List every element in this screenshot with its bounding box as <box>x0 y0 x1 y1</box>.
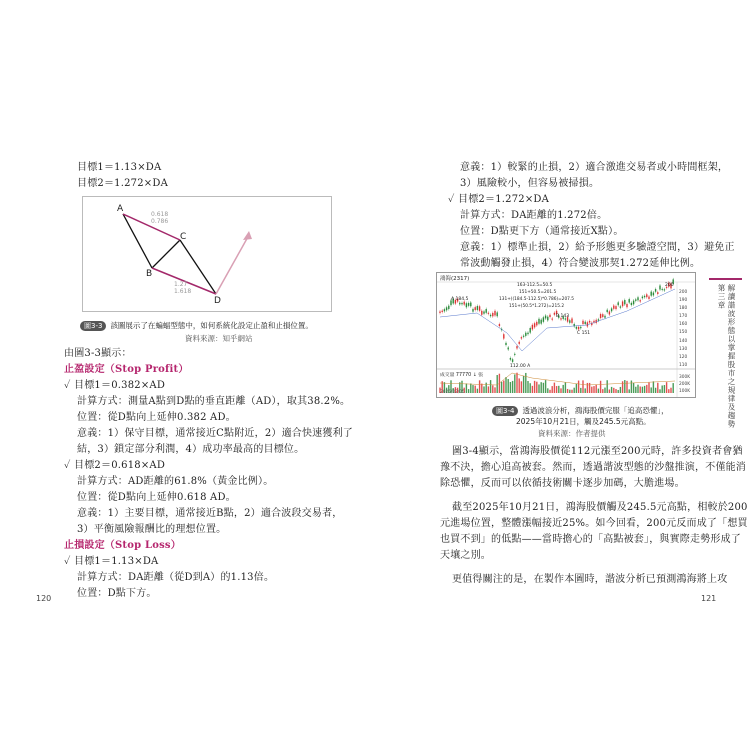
volume-bar <box>648 383 649 393</box>
sp-target-1-meaning-2: 結，3）鎖定部分利潤，4）成功率最高的目標位。 <box>77 444 305 455</box>
volume-bar <box>479 380 480 393</box>
volume-axis <box>679 374 695 395</box>
volume-bar <box>545 380 546 393</box>
candle-body <box>640 300 641 301</box>
volume-bar <box>582 380 583 393</box>
candle-body <box>527 333 528 334</box>
candle-body <box>510 358 511 360</box>
volume-bar <box>488 386 489 393</box>
volume-bar <box>653 381 654 393</box>
candle-body <box>622 301 623 306</box>
sp-target-1-calc: 計算方式：測量A點到D點的垂直距離（AD），取其38.2%。 <box>77 396 351 407</box>
volume-bar <box>602 389 603 393</box>
candle-body <box>582 321 583 324</box>
candle-body <box>536 322 537 326</box>
page-number-right: 121 <box>701 594 717 603</box>
volume-bar <box>637 385 638 393</box>
volume-bar <box>571 390 572 393</box>
volume-bar <box>624 380 625 393</box>
target-1-line: 目標1＝1.13×DA <box>77 162 162 173</box>
candle-body <box>497 312 498 316</box>
sl-target-1: ✓ 目標1＝1.13×DA <box>64 556 159 567</box>
candle-body <box>593 321 594 322</box>
volume-bar <box>657 383 658 393</box>
volume-bar <box>585 388 586 393</box>
candle-body <box>637 297 638 300</box>
sl-target-2: ✓ 目標2＝1.272×DA <box>448 194 550 205</box>
figure-3-4-source: 資料來源：作者提供 <box>538 429 606 438</box>
volume-bar <box>512 381 513 393</box>
volume-bar <box>635 387 636 393</box>
volume-bar <box>510 382 511 393</box>
candle-body <box>516 346 517 348</box>
price-label-c: C 151 <box>577 331 591 336</box>
bat-pattern-figure <box>82 196 332 312</box>
figure-3-3-source: 資料來源：知乎網站 <box>185 334 253 343</box>
volume-bar <box>666 382 667 393</box>
sp-target-2-pos: 位置：從D點向上延伸0.618 AD。 <box>77 492 236 503</box>
volume-bar <box>530 383 531 393</box>
volume-bar <box>536 382 537 393</box>
candle-body <box>483 311 484 313</box>
volume-bar <box>626 381 627 393</box>
candle-body <box>439 311 440 312</box>
fib-text-3: 131+((184.5-112.5)*0.786)=207.5 <box>499 297 575 302</box>
volume-bar <box>492 385 493 393</box>
sp-target-1-pos: 位置：從D點向上延伸0.382 AD。 <box>77 412 236 423</box>
volume-bar <box>501 382 502 393</box>
candle-body <box>620 306 621 307</box>
stock-chart-figure <box>436 272 696 398</box>
point-b-label: B <box>146 269 153 279</box>
vol-tick: 100K <box>679 389 691 394</box>
volume-bar <box>481 384 482 393</box>
ratio-bottom-label: 1.27 1.618 <box>174 281 192 295</box>
volume-bar <box>673 383 674 393</box>
peak-label: 200 <box>665 283 674 288</box>
intro-line: 由圖3-3顯示： <box>64 348 132 359</box>
volume-bar <box>556 386 557 393</box>
candle-body <box>505 343 506 345</box>
candle-body <box>644 296 645 297</box>
volume-bar <box>494 387 495 393</box>
chapter-side-tab: 第三章 <box>717 284 726 310</box>
volume-bar <box>655 388 656 393</box>
target-2-line: 目標2＝1.272×DA <box>77 178 169 189</box>
candle-body <box>477 306 478 310</box>
candle-body <box>611 308 612 311</box>
volume-bar <box>622 381 623 393</box>
sl-target-1-meaning-2: 3）風險較小，但容易被掃損。 <box>460 178 600 189</box>
candle-body <box>600 314 601 318</box>
fib-text-4: 151+(50.5*1.272)=215.2 <box>509 304 565 309</box>
candle-body <box>472 309 473 312</box>
fib-text-1: 163-112.5=50.5 <box>517 283 553 288</box>
point-a-label: A <box>117 204 124 214</box>
y-tick: 200 <box>679 290 688 295</box>
volume-bar <box>514 374 515 393</box>
volume-bar <box>587 383 588 393</box>
sp-target-2: ✓ 目標2＝0.618×AD <box>64 460 166 471</box>
volume-bar <box>589 383 590 393</box>
candle-body <box>629 299 630 302</box>
volume-bar <box>505 377 506 393</box>
volume-bar <box>519 378 520 393</box>
volume-bar <box>508 379 509 393</box>
candle-body <box>475 307 476 310</box>
candle-body <box>571 318 572 322</box>
volume-bar <box>472 385 473 393</box>
candle-body <box>503 334 504 338</box>
volume-bar <box>527 381 528 393</box>
volume-bar <box>554 383 555 393</box>
y-tick: 110 <box>679 362 688 368</box>
volume-label: 成交量 77770 ↓ 張 <box>440 373 484 378</box>
leg-xa <box>123 214 152 268</box>
candle-body <box>514 354 515 355</box>
volume-bar <box>541 382 542 393</box>
candle-body <box>604 316 605 318</box>
volume-bar <box>596 385 597 393</box>
candle-body <box>442 311 443 312</box>
candle-body <box>618 302 619 305</box>
volume-bar <box>578 381 579 393</box>
para1-line-3: 除恐懼，反而可以依循技術關卡逐步加碼，大膽進場。 <box>440 478 685 489</box>
volume-bar <box>611 387 612 393</box>
y-tick: 130 <box>679 346 688 352</box>
candle-body <box>578 327 579 330</box>
figure-3-3-caption <box>80 320 313 331</box>
candle-body <box>624 300 625 304</box>
volume-bar <box>552 386 553 393</box>
bat-pattern-diagram <box>83 197 331 311</box>
candle-body <box>651 292 652 296</box>
volume-bar <box>591 387 592 393</box>
point-c-label: C <box>180 232 187 242</box>
candle-body <box>607 310 608 312</box>
candle-body <box>602 314 603 317</box>
volume-bar <box>486 383 487 393</box>
volume-bar <box>593 386 594 393</box>
projection-arrow <box>216 235 249 294</box>
candle-body <box>633 301 634 305</box>
sl-target-1-pos: 位置：D點下方。 <box>77 588 157 599</box>
volume-bar <box>576 384 577 393</box>
volume-bar <box>543 383 544 393</box>
volume-bar <box>664 385 665 393</box>
volume-bar <box>631 381 632 393</box>
para2-line-4: 天壤之別。 <box>440 550 491 561</box>
candle-body <box>525 333 526 336</box>
price-label-b: B 143 <box>556 314 570 319</box>
candle-body <box>626 304 627 307</box>
volume-bar <box>534 381 535 393</box>
candle-body <box>444 309 445 311</box>
candle-body <box>569 320 570 323</box>
candle-body <box>543 317 544 322</box>
candle-body <box>585 322 586 324</box>
ticker-label: 鴻海(2317) <box>440 276 470 282</box>
candle-body <box>631 303 632 305</box>
volume-bar <box>615 389 616 393</box>
candle-body <box>657 292 658 294</box>
para3-line-1: 更值得關注的是，在製作本圖時，諧波分析已預測鴻海將上攻 <box>452 574 728 585</box>
candle-body <box>481 311 482 315</box>
candle-body <box>492 313 493 316</box>
volume-bar <box>538 384 539 393</box>
sp-target-1-meaning-1: 意義：1）保守目標，通常接近C點附近，2）適合快速獲利了 <box>77 428 353 439</box>
volume-bar <box>521 381 522 393</box>
candle-body <box>659 285 660 289</box>
vol-tick: 300K <box>679 375 691 380</box>
volume-bar <box>668 389 669 393</box>
ratio-top-label: 0.618 0.786 <box>151 211 169 225</box>
candle-body <box>470 303 471 307</box>
candle-body <box>466 303 467 307</box>
y-tick: 120 <box>679 354 688 360</box>
vol-tick: 200K <box>679 382 691 387</box>
leg-ab <box>152 240 180 268</box>
volume-bar <box>651 387 652 393</box>
volume-bar <box>574 388 575 393</box>
candle-body <box>519 342 520 344</box>
para1-line-1: 圖3-4顯示，當鴻海股價從112元漲至200元時，許多投資者會猶 <box>452 446 743 457</box>
candle-body <box>448 306 449 309</box>
arrow-head <box>243 231 252 240</box>
volume-bar <box>523 376 524 393</box>
candle-body <box>609 311 610 314</box>
sp-target-2-meaning-2: 3）平衡風險報酬比的理想位置。 <box>77 524 227 535</box>
volume-bar <box>565 383 566 393</box>
candle-body <box>589 321 590 323</box>
para2-line-1: 截至2025年10月21日，鴻海股價觸及245.5元高點，相較於200 <box>452 502 748 513</box>
candle-body <box>521 337 522 338</box>
candle-body <box>461 303 462 304</box>
candle-body <box>538 319 539 324</box>
stop-loss-heading: 止損設定（Stop Loss） <box>64 540 181 551</box>
volume-bar <box>598 389 599 393</box>
volume-bar <box>503 381 504 393</box>
volume-bar <box>547 388 548 393</box>
volume-bar <box>609 389 610 393</box>
figure-3-3-caption-text: 該圖展示了在蝙蝠型態中，如何系統化設定止盈和止損位置。 <box>110 321 313 330</box>
candlestick-chart <box>437 273 695 397</box>
candle-body <box>587 322 588 326</box>
candle-body <box>464 302 465 305</box>
candle-body <box>642 297 643 299</box>
candle-body <box>552 319 553 320</box>
volume-bar <box>618 390 619 393</box>
candle-body <box>615 306 616 309</box>
candle-body <box>655 289 656 292</box>
y-tick: 140 <box>679 338 688 344</box>
candle-body <box>554 313 555 315</box>
figure-3-4-tag: 圖3-4 <box>492 406 518 416</box>
volume-bar <box>629 389 630 393</box>
candle-body <box>523 336 524 337</box>
chapter-side-marker <box>709 278 742 280</box>
volume-bar <box>558 386 559 393</box>
candle-body <box>549 315 550 317</box>
fib-text-2: 151+50.5=201.5 <box>519 290 557 295</box>
volume-bar <box>580 388 581 393</box>
price-axis <box>679 289 693 370</box>
candle-body <box>580 327 581 328</box>
candle-body <box>534 323 535 327</box>
candle-body <box>646 294 647 297</box>
volume-bar <box>662 385 663 393</box>
page-number-left: 120 <box>36 594 52 603</box>
y-tick: 180 <box>679 306 688 312</box>
candle-body <box>494 311 495 316</box>
volume-bar <box>644 386 645 393</box>
volume-bar <box>516 373 517 393</box>
volume-bar <box>600 381 601 393</box>
figure-3-3-tag: 圖3-3 <box>80 321 106 331</box>
candle-body <box>490 315 491 316</box>
volume-bar <box>659 389 660 393</box>
volume-bar <box>613 388 614 393</box>
y-tick: 150 <box>679 330 688 336</box>
price-label-a: A 184.5 <box>451 297 469 302</box>
candle-body <box>508 347 509 349</box>
candle-body <box>499 324 500 326</box>
volume-bar <box>646 385 647 393</box>
volume-bar <box>477 389 478 393</box>
volume-bar <box>549 390 550 393</box>
stop-profit-heading: 止盈設定（Stop Profit） <box>64 364 189 375</box>
volume-bar <box>569 390 570 393</box>
volume-bar <box>607 380 608 393</box>
candle-body <box>486 309 487 313</box>
para1-line-2: 豫不決，擔心追高被套。然而，透過諧波型態的沙盤推演，不僅能消 <box>440 462 746 473</box>
volume-bar <box>532 386 533 393</box>
candle-body <box>576 327 577 329</box>
para2-line-2: 元進場位置，整體漲幅接近25%。如今回看，200元反而成了「想買 <box>440 518 748 529</box>
y-tick: 190 <box>679 298 688 304</box>
volume-bar <box>525 373 526 393</box>
candle-body <box>459 303 460 305</box>
sl-target-2-meaning-1: 意義：1）標準止損，2）給予形態更多驗證空間，3）避免正 <box>460 242 735 253</box>
volume-bar <box>483 386 484 393</box>
figure-3-4-caption-1 <box>492 405 669 416</box>
candle-body <box>653 293 654 296</box>
candle-body <box>664 289 665 290</box>
figure-3-4-caption-text: 透過波浪分析，鴻海股價完服「追高恐懼」， <box>522 406 669 415</box>
volume-bar <box>470 384 471 393</box>
sl-target-2-calc: 計算方式：DA距離的1.272倍。 <box>460 210 608 221</box>
candle-body <box>530 328 531 333</box>
volume-bar <box>567 389 568 393</box>
volume-bar <box>633 383 634 393</box>
candle-body <box>479 306 480 310</box>
point-d-label: D <box>214 296 221 306</box>
volume-bar <box>640 386 641 393</box>
candle-body <box>662 289 663 290</box>
chapter-side-title: 解讀諧波形態以掌握股市之規律及趨勢 <box>727 284 736 429</box>
candle-body <box>545 316 546 319</box>
volume-bar <box>642 387 643 393</box>
volume-bar <box>620 387 621 393</box>
candle-body <box>613 306 614 309</box>
candle-body <box>532 325 533 330</box>
volume-bar <box>497 375 498 393</box>
candle-body <box>468 303 469 306</box>
para2-line-3: 也買不到」的低點——當時擔心的「高點被套」，與實際走勢形成了 <box>440 534 741 545</box>
candle-body <box>541 320 542 324</box>
candle-body <box>488 313 489 314</box>
y-tick: 170 <box>679 314 688 320</box>
sl-target-2-pos: 位置：D點更下方（通常接近X點）。 <box>460 226 624 237</box>
candle-body <box>648 297 649 299</box>
price-label-low: 112.00 A <box>510 364 531 369</box>
volume-bar <box>475 386 476 393</box>
candle-body <box>635 299 636 300</box>
candle-body <box>446 307 447 310</box>
date-label: 2025/02/05 <box>440 390 465 395</box>
sp-target-2-calc: 計算方式：AD距離的61.8%（黃金比例）。 <box>77 476 274 487</box>
volume-bar <box>490 380 491 393</box>
y-tick: 160 <box>679 322 688 328</box>
sl-target-1-meaning-1: 意義：1）較緊的止損，2）適合激進交易者或小時間框架， <box>460 162 729 173</box>
candle-body <box>598 319 599 320</box>
figure-3-4-caption-2: 2025年10月21日，觸及245.5元高點。 <box>516 417 651 426</box>
sl-target-2-meaning-2: 常波動觸發止損，4）符合變波那契1.272延伸比例。 <box>460 258 701 269</box>
volume-bar <box>466 383 467 393</box>
sp-target-2-meaning-1: 意義：1）主要目標，通常接近B點，2）適合波段交易者， <box>77 508 343 519</box>
volume-bar <box>468 389 469 393</box>
volume-bar <box>560 388 561 393</box>
sp-target-1: ✓ 目標1＝0.382×AD <box>64 380 166 391</box>
candle-body <box>547 317 548 321</box>
candle-body <box>512 359 513 362</box>
volume-bar <box>670 388 671 393</box>
volume-bar <box>604 388 605 393</box>
volume-bar <box>563 385 564 393</box>
sl-target-1-calc: 計算方式：DA距離（從D到A）的1.13倍。 <box>77 572 275 583</box>
